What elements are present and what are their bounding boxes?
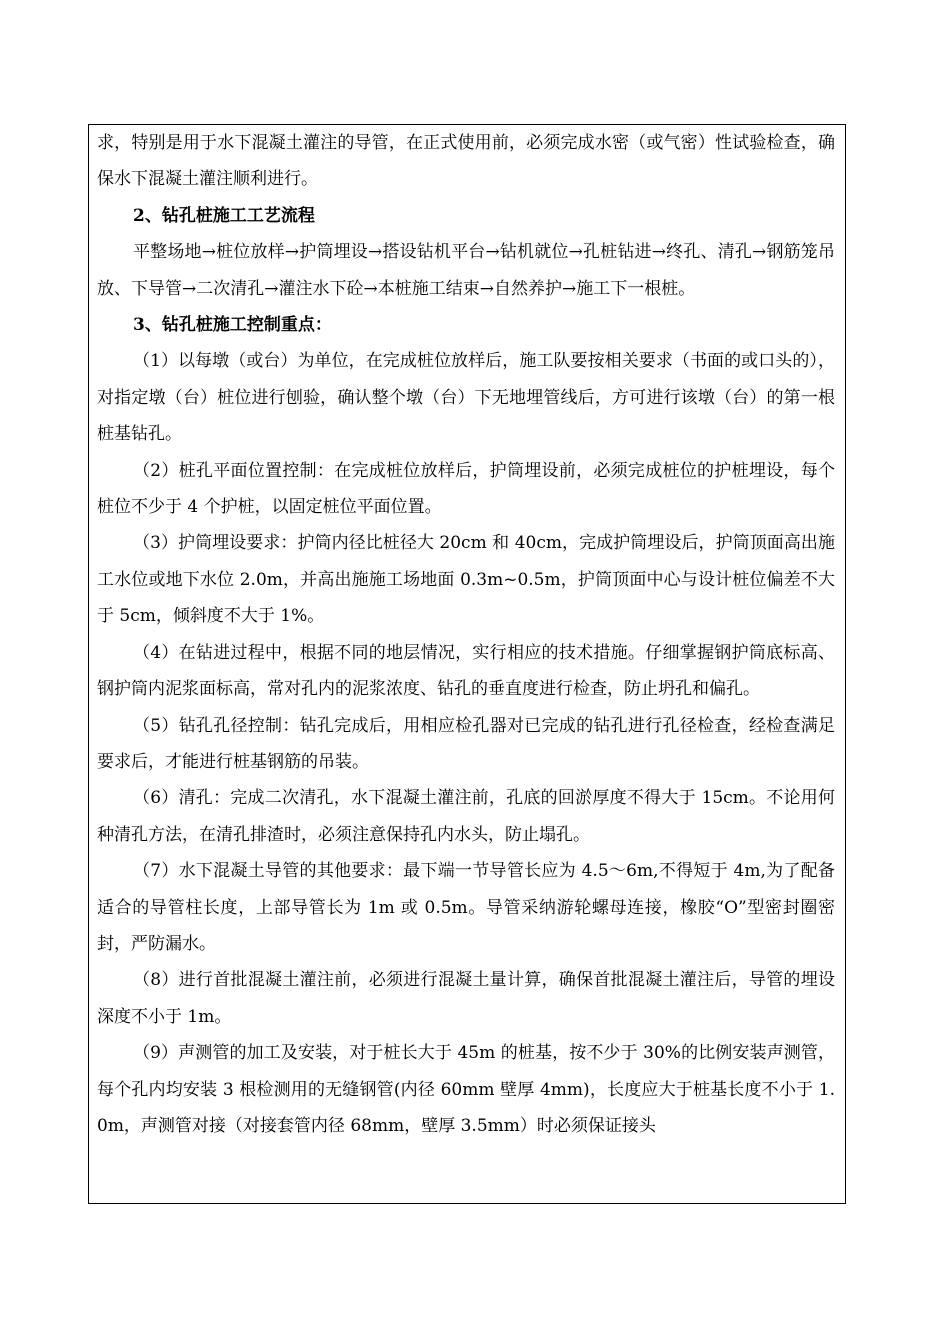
table-cell-frame <box>88 124 846 1204</box>
paragraph-continuation: 求，特别是用于水下混凝土灌注的导管，在正式使用前，必须完成水密（或气密）性试验检查，确保水下混凝土灌注顺利进行。 <box>97 133 835 190</box>
paragraph-item-6: （6）清孔：完成二次清孔，水下混凝土灌注前，孔底的回淤厚度不得大于 15cm。不论用何种清孔方法，在清孔排渣时，必须注意保持孔内水头，防止塌孔。 <box>97 788 835 845</box>
paragraph-item-7: （7）水下混凝土导管的其他要求：最下端一节导管长应为 4.5～6m,不得短于 4m,为了配备适合的导管柱长度，上部导管长为 1m 或 0.5m。导管采纳游轮螺母连接，橡胶“O”型密封圈密封，严防漏水。 <box>97 861 835 954</box>
paragraph-item-1: （1）以每墩（或台）为单位，在完成桩位放样后，施工队要按相关要求（书面的或口头的），对指定墩（台）桩位进行刨验，确认整个墩（台）下无地埋管线后，方可进行该墩（台）的第一根桩基钻孔。 <box>97 351 835 445</box>
paragraph-item-8: （8）进行首批混凝土灌注前，必须进行混凝土量计算，确保首批混凝土灌注后，导管的埋设深度不小于 1m。 <box>97 970 835 1027</box>
paragraph-item-4: （4）在钻进过程中，根据不同的地层情况，实行相应的技术措施。仔细掌握钢护筒底标高、钢护筒内泥浆面标高，常对孔内的泥浆浓度、钻孔的垂直度进行检查，防止坍孔和偏孔。 <box>97 642 835 700</box>
section-heading-control-points: 3、钻孔桩施工控制重点： <box>133 315 332 336</box>
paragraph-item-3: （3）护筒埋设要求：护筒内径比桩径大 20cm 和 40cm，完成护筒埋设后，护筒顶面高出施工水位或地下水位 2.0m，并高出施施工场地面 0.3m~0.5m，护筒顶面中心与设计桩位偏差不大于 5cm，倾斜度不大于 1%。 <box>97 533 835 627</box>
section-heading-process-flow: 2、钻孔桩施工工艺流程 <box>133 205 315 226</box>
paragraph-item-2: （2）桩孔平面位置控制：在完成桩位放样后，护筒埋设前，必须完成桩位的护桩埋设，每个桩位不少于 4 个护桩，以固定桩位平面位置。 <box>97 460 835 518</box>
document-body <box>97 125 835 1144</box>
paragraph-process-flow: 平整场地→桩位放样→护筒埋设→搭设钻机平台→钻机就位→孔桩钻进→终孔、清孔→钢筋笼吊放、下导管→二次清孔→灌注水下砼→本桩施工结束→自然养护→施工下一根桩。 <box>97 242 835 299</box>
paragraph-item-5: （5）钻孔孔径控制：钻孔完成后，用相应检孔器对已完成的钻孔进行孔径检查，经检查满足要求后，才能进行桩基钢筋的吊装。 <box>97 715 835 772</box>
paragraph-item-9: （9）声测管的加工及安装，对于桩长大于 45m 的桩基，按不少于 30%的比例安装声测管，每个孔内均安装 3 根检测用的无缝钢管(内径 60mm 壁厚 4mm)，长度应大于桩基长度不小于 1.0m，声测管对接（对接套管内径 68mm，壁厚 3.5mm）时必须保证接头 <box>97 1043 835 1136</box>
